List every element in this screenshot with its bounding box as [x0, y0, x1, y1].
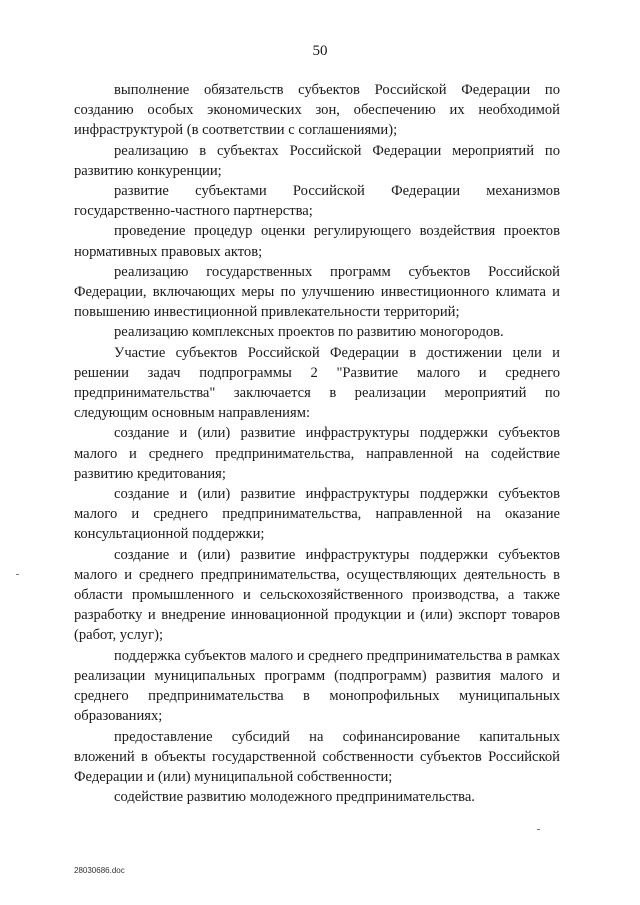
paragraph-1: выполнение обязательств субъектов Российской Федерации по созданию особых экономических зон, обеспечению их необходимой инфраструктурой (в соответствии с соглашениями); — [74, 82, 560, 139]
paragraph-3: развитие субъектами Российской Федерации механизмов государственно-частного партнерства; — [74, 183, 560, 220]
page-number: 50 — [312, 43, 328, 59]
paragraph-6: реализацию комплексных проектов по развитию моногородов. — [114, 324, 504, 341]
scan-mark-left — [16, 574, 19, 575]
footer-filename: 28030686.doc — [74, 866, 125, 875]
paragraph-11: поддержка субъектов малого и среднего предпринимательства в рамках реализации муниципальных программ (подпрограмм) развития малого и среднего предпринимательства в монопрофильных муниципальных образованиях; — [74, 647, 560, 725]
paragraph-13: содействие развитию молодежного предпринимательства. — [114, 789, 475, 806]
scan-mark-right — [537, 829, 540, 830]
paragraph-7: Участие субъектов Российской Федерации в достижении цели и решении задач подпрограммы 2 "Развитие малого и среднего предпринимательства" заключается в реализации мероприятий по следующим основным направлениям: — [74, 344, 560, 422]
paragraph-8: создание и (или) развитие инфраструктуры поддержки субъектов малого и среднего предпринимательства, направленной на содействие развитию кредитования; — [74, 425, 560, 482]
paragraph-2: реализацию в субъектах Российской Федерации мероприятий по развитию конкуренции; — [74, 142, 560, 179]
paragraph-5: реализацию государственных программ субъектов Российской Федерации, включающих меры по улучшению инвестиционного климата и повышению инвестиционной привлекательности территорий; — [74, 263, 560, 321]
paragraph-10: создание и (или) развитие инфраструктуры поддержки субъектов малого и среднего предпринимательства, осуществляющих деятельность в области промышленного и сельскохозяйственного производства, а также разработку и внедрение инновационной продукции и (или) экспорт товаров (работ, услуг); — [74, 546, 560, 644]
paragraph-4: проведение процедур оценки регулирующего воздействия проектов нормативных правовых актов; — [74, 223, 560, 260]
paragraph-9: создание и (или) развитие инфраструктуры поддержки субъектов малого и среднего предпринимательства, направленной на оказание консультационной поддержки; — [74, 486, 560, 543]
document-body — [74, 80, 560, 807]
paragraph-12: предоставление субсидий на софинансирование капитальных вложений в объекты государственной собственности субъектов Российской Федерации и (или) муниципальной собственности; — [74, 728, 560, 785]
